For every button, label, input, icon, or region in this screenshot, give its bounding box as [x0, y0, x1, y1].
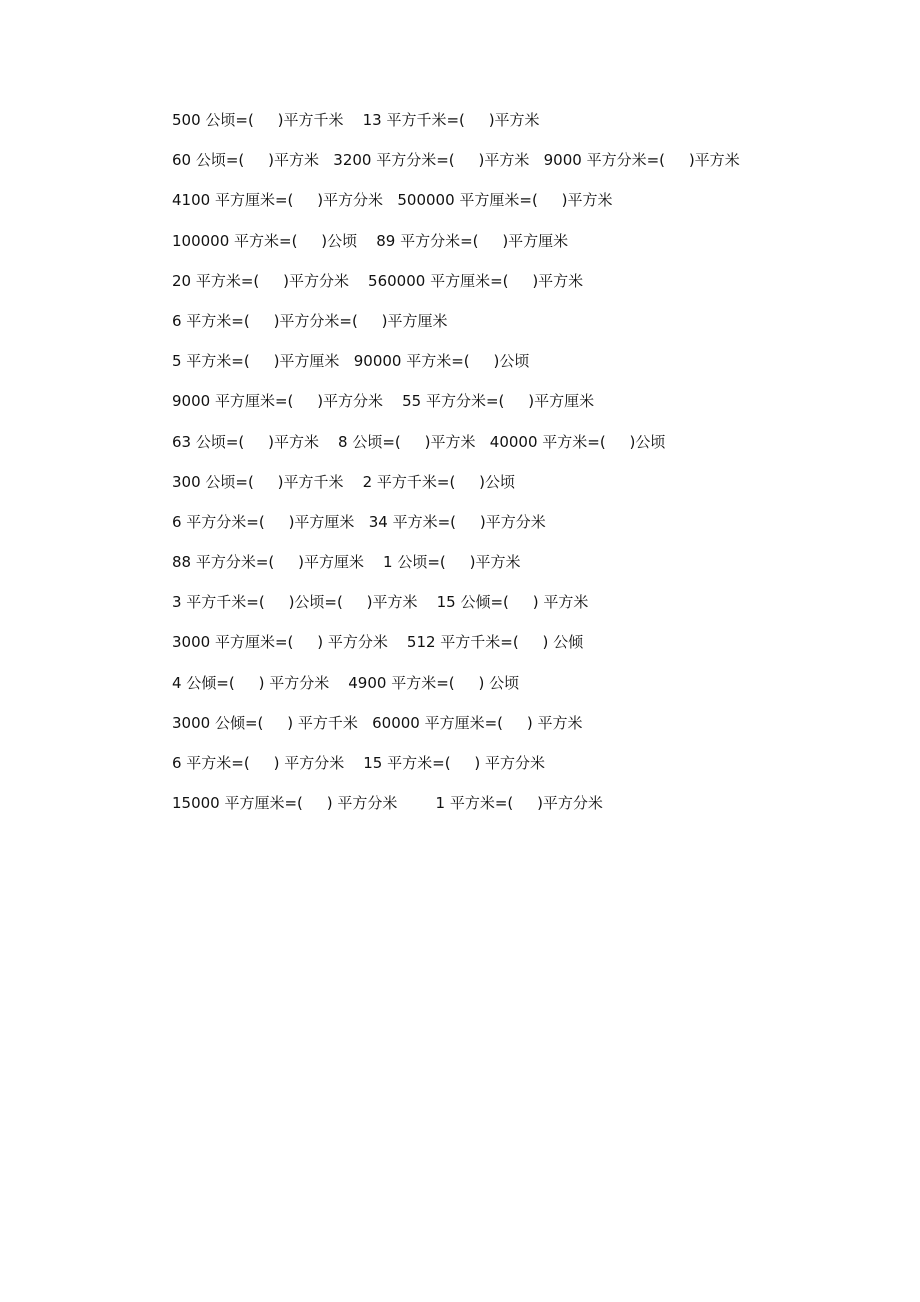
exercise-line-8: 9000 平方厘米=( )平方分米 55 平方分米=( )平方厘米	[172, 392, 595, 411]
exercise-line-11: 6 平方分米=( )平方厘米 34 平方米=( )平方分米	[172, 512, 546, 531]
exercise-line-3: 4100 平方厘米=( )平方分米 500000 平方厘米=( )平方米	[172, 191, 613, 210]
exercise-line-2: 60 公顷=( )平方米 3200 平方分米=( )平方米 9000 平方分米=( )平方米	[172, 151, 740, 170]
exercise-line-12: 88 平方分米=( )平方厘米 1 公顷=( )平方米	[172, 553, 521, 572]
exercise-line-1: 500 公顷=( )平方千米 13 平方千米=( )平方米	[172, 111, 540, 129]
exercise-line-16: 3000 公倾=( ) 平方千米 60000 平方厘米=( ) 平方米	[172, 713, 583, 732]
exercise-line-5: 20 平方米=( )平方分米 560000 平方厘米=( )平方米	[172, 271, 584, 290]
exercise-line-17: 6 平方米=( ) 平方分米 15 平方米=( ) 平方分米	[172, 754, 546, 772]
exercise-line-7: 5 平方米=( )平方厘米 90000 平方米=( )公顷	[172, 352, 530, 371]
exercise-line-14: 3000 平方厘米=( ) 平方分米 512 平方千米=( ) 公倾	[172, 633, 584, 652]
exercise-list	[172, 108, 872, 831]
exercise-line-13: 3 平方千米=( )公顷=( )平方米 15 公倾=( ) 平方米	[172, 593, 589, 612]
exercise-line-4: 100000 平方米=( )公顷 89 平方分米=( )平方厘米	[172, 231, 569, 250]
exercise-line-6: 6 平方米=( )平方分米=( )平方厘米	[172, 311, 448, 330]
exercise-line-9: 63 公顷=( )平方米 8 公顷=( )平方米 40000 平方米=( )公顷	[172, 432, 666, 451]
exercise-line-18: 15000 平方厘米=( ) 平方分米 1 平方米=( )平方分米	[172, 794, 603, 813]
exercise-line-10: 300 公顷=( )平方千米 2 平方千米=( )公顷	[172, 472, 516, 491]
exercise-line-15: 4 公倾=( ) 平方分米 4900 平方米=( ) 公顷	[172, 673, 520, 692]
